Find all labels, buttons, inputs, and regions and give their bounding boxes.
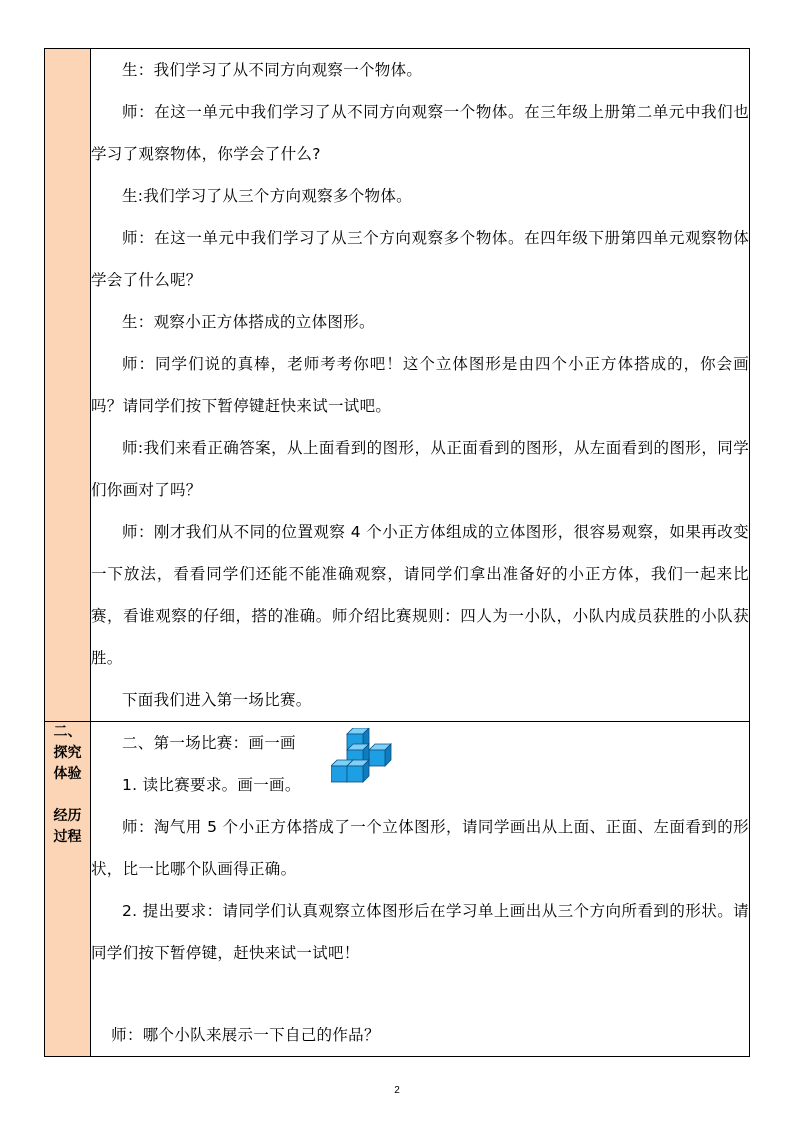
paragraph: 师：在这一单元中我们学习了从三个方向观察多个物体。在四年级下册第四单元观察物体学会了什么呢？ — [91, 229, 749, 289]
paragraph: 生：观察小正方体搭成的立体图形。 — [122, 313, 375, 331]
content-cell-section1 — [91, 49, 750, 722]
section-label — [45, 722, 90, 848]
stacked-cubes-icon — [331, 728, 393, 792]
paragraph: 1. 读比赛要求。画一画。 — [122, 776, 301, 794]
page-number: 2 — [394, 1085, 400, 1096]
closing-paragraph: 师：哪个小队来展示一下自己的作品？ — [111, 1026, 380, 1044]
section-label-line: 二、 — [53, 724, 82, 740]
paragraph: 生：我们学习了从不同方向观察一个物体。 — [122, 61, 423, 79]
paragraph: 师：同学们说的真棒，老师考考你吧！这个立体图形是由四个小正方体搭成的，你会画吗？请同学们按下暂停键赶快来试一试吧。 — [91, 355, 749, 415]
table-row — [45, 49, 750, 722]
section-heading: 二、第一场比赛：画一画 — [122, 734, 296, 752]
paragraph: 2. 提出要求：请同学们认真观察立体图形后在学习单上画出从三个方向所看到的形状。请同学们按下暂停键，赶快来试一试吧！ — [91, 902, 749, 962]
paragraph: 师：淘气用 5 个小正方体搭成了一个立体图形，请同学画出从上面、正面、左面看到的形状，比一比哪个队画得正确。 — [91, 818, 749, 878]
content-cell-section2 — [91, 722, 750, 1057]
lesson-plan-table — [44, 48, 750, 1057]
section-label-line: 过程 — [53, 829, 82, 845]
paragraph: 师：在这一单元中我们学习了从不同方向观察一个物体。在三年级上册第二单元中我们也学习了观察物体，你学会了什么? — [91, 103, 749, 163]
paragraph: 师：刚才我们从不同的位置观察 4 个小正方体组成的立体图形，很容易观察，如果再改变一下放法，看看同学们还能不能准确观察，请同学们拿出准备好的小正方体，我们一起来比赛，看谁观察的仔细，搭的准确。师介绍比赛规则：四人为一小队，小队内成员获胜的小队获胜。 — [91, 523, 749, 667]
paragraph: 师:我们来看正确答案，从上面看到的图形，从正面看到的图形，从左面看到的图形，同学们你画对了吗？ — [91, 439, 749, 499]
side-cell-label — [45, 722, 91, 1057]
section-label-line: 经历 — [53, 808, 82, 824]
table-row — [45, 722, 750, 1057]
paragraph: 生:我们学习了从三个方向观察多个物体。 — [122, 187, 412, 205]
section-label-line: 探究 — [53, 745, 82, 761]
paragraph: 下面我们进入第一场比赛。 — [122, 691, 312, 709]
side-cell-empty — [45, 49, 91, 722]
section-label-line: 体验 — [53, 766, 82, 782]
heading-row — [91, 722, 749, 806]
